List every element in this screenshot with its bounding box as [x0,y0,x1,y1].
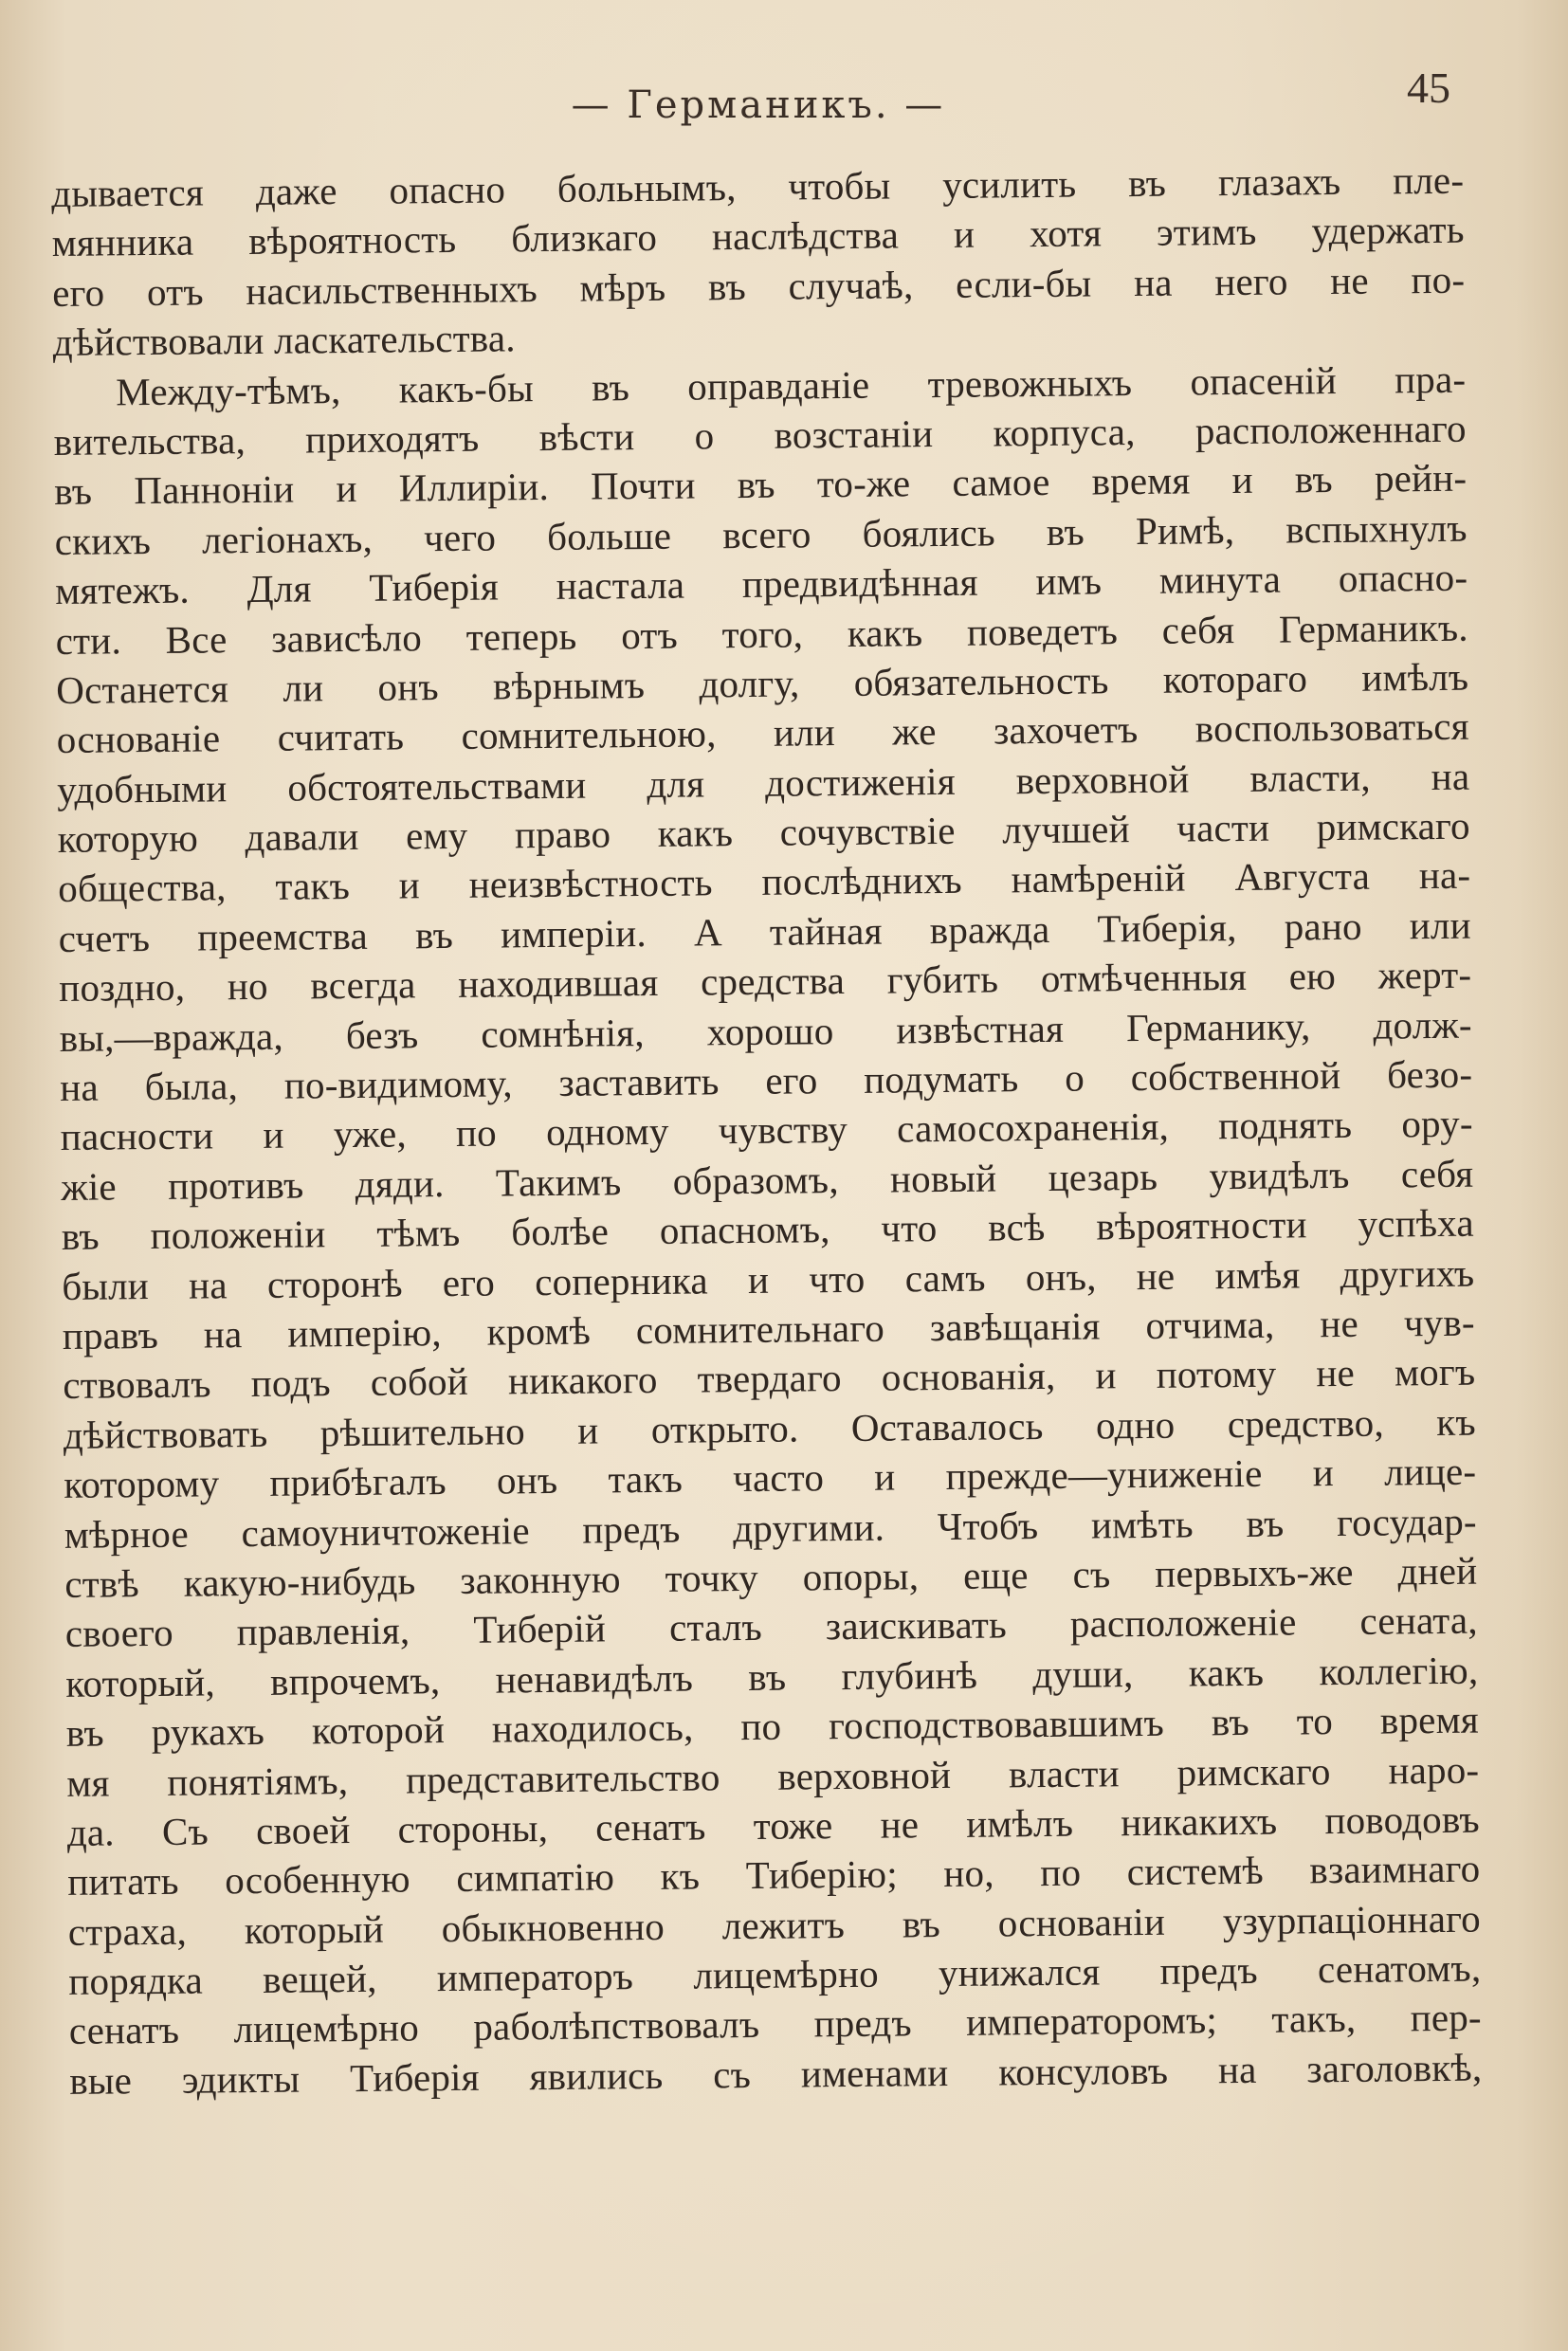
text-line: дѣйствовать рѣшительно и открыто. Оставалось одно средство, къ [63,1399,1476,1457]
text-line: дѣйствовали ласкательства. [52,316,516,365]
text-line: питать особенную симпатію къ Тиберію; но, по системѣ взаимнаго [67,1846,1481,1904]
text-line: въ Паннонiи и Иллиріи. Почти въ то-же самое время и въ рейн- [54,456,1468,514]
text-line: мя понятіямъ, представительство верховной власти римскаго наро- [66,1747,1480,1805]
text-line: въ положеніи тѣмъ болѣе опасномъ, что всѣ вѣроятности успѣха [61,1200,1474,1259]
text-line: которому прибѣгалъ онъ такъ часто и прежде—униженіе и лице- [64,1449,1477,1507]
body-text [51,155,1483,2105]
text-line: въ рукахъ которой находилось, по господствовавшимъ въ то время [65,1697,1479,1756]
text-line: ствѣ какую-нибудь законную точку опоры, еще съ первыхъ-же дней [64,1548,1478,1606]
text-line: мянника вѣроятность близкаго наслѣдства и хотя этимъ удержать [51,208,1465,265]
text-line: основаніе считать сомнительною, или же захочетъ воспользоваться [56,703,1469,762]
page-header [0,57,1568,142]
paragraph-start-line: Между-тѣмъ, какъ-бы въ оправданіе тревожныхъ опасеній пра- [116,356,1467,413]
text-line: ствовалъ подъ собой никакого твердаго основанія, и потому не могъ [63,1350,1476,1408]
text-line: жіе противъ дяди. Такимъ образомъ, новый цезарь увидѣлъ себя [61,1151,1474,1209]
text-line: поздно, но всегда находившая средства губить отмѣченныя ею жерт- [59,952,1472,1011]
text-line: вые эдикты Тиберія явились съ именами консуловъ на заголовкѣ, [69,2045,1483,2103]
text-line: были на сторонѣ его соперника и что самъ онъ, не имѣя другихъ [62,1250,1475,1308]
text-line: сенатъ лицемѣрно раболѣпствовалъ предъ императоромъ; такъ, пер- [68,1996,1483,2053]
text-line: мѣрное самоуничтоженіе предъ другими. Чтобъ имѣть въ государ- [64,1499,1477,1557]
text-line: его отъ насильственныхъ мѣръ въ случаѣ, если-бы на него не по- [52,257,1466,315]
text-line: которую давали ему право какъ сочувствіе лучшей части римскаго [57,803,1470,862]
text-line: своего правленія, Тиберій сталъ заискивать расположеніе сената, [64,1597,1478,1656]
text-line: удобными обстоятельствами для достиженія верховной власти, на [57,754,1470,811]
text-line: правъ на имперію, кромѣ сомнительнаго завѣщанія отчима, не чув- [62,1300,1475,1358]
running-head: — Германикъ. — [571,83,946,127]
text-line: пасности и уже, по одному чувству самосохраненія, поднять ору- [60,1102,1473,1159]
page-number: 45 [1407,64,1450,112]
text-line: да. Съ своей стороны, сенатъ тоже не имѣлъ никакихъ поводовъ [66,1796,1480,1854]
text-line: на была, по-видимому, заставить его подумать о собственной безо- [60,1051,1473,1109]
text-line: скихъ легіонахъ, чего больше всего боялись въ Римѣ, вспыхнулъ [54,505,1468,563]
text-line: порядка вещей, императоръ лицемѣрно унижался предъ сенатомъ, [68,1945,1482,2003]
text-line: который, впрочемъ, ненавидѣлъ въ глубинѣ души, какъ коллегію, [65,1648,1479,1705]
text-line: Останется ли онъ вѣрнымъ долгу, обязательность котораго имѣлъ [56,654,1469,712]
text-line: счетъ преемства въ имперіи. А тайная вражда Тиберія, рано или [58,902,1471,960]
text-line: страха, который обыкновенно лежитъ въ основаніи узурпаціоннаго [67,1896,1482,1954]
text-line: общества, такъ и неизвѣстность послѣднихъ намѣреній Августа на- [58,853,1471,911]
text-line: сти. Все зависѣло теперь отъ того, какъ поведетъ себя Германикъ. [55,605,1468,663]
text-line: вительства, приходятъ вѣсти о возстаніи корпуса, расположеннаго [53,406,1467,464]
text-line: дывается даже опасно больнымъ, чтобы усилить въ глазахъ пле- [51,157,1465,215]
text-line: мятежъ. Для Тиберія настала предвидѣнная имъ минута опасно- [55,555,1468,613]
text-line: вы,—вражда, безъ сомнѣнія, хорошо извѣстная Германику, долж- [59,1002,1472,1060]
